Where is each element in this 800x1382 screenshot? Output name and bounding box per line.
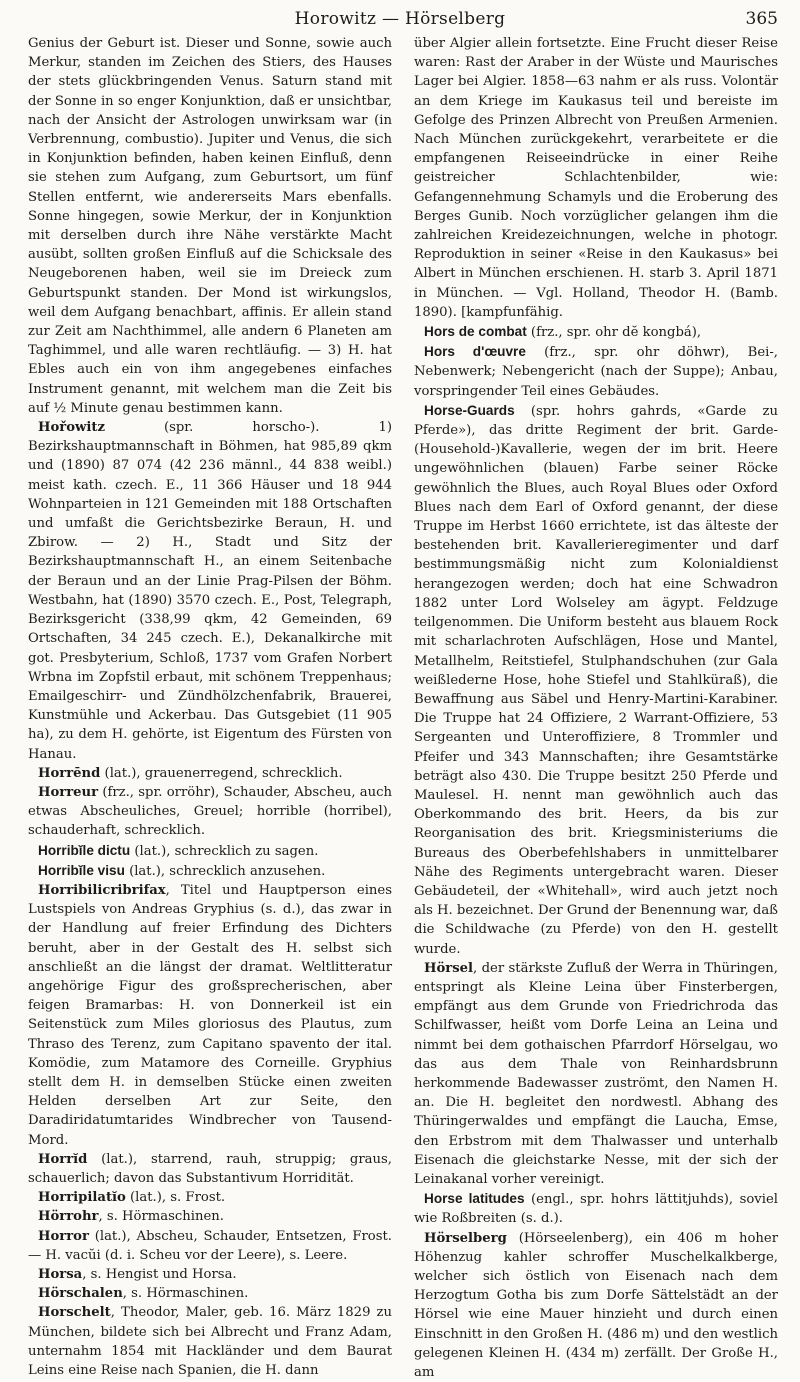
entry-text: über Algier allein fortsetzte. Eine Frucht dieser Reise waren: Rast der Araber in der Wüste und Maurisches Lager bei Algier. 1858—63 nahm er als russ. Volontär an dem Kriege im Kaukasus teil und bereiste im Gefolge des Prinzen Albrecht von Preußen Armenien. Nach München zurückgekehrt, verarbeitete er die empfangenen Reiseeindrücke in einer Reihe geistreicher Schlachtenbilder, wie: Gefangennehmung Schamyls und die Eroberung des Berges Gunib. Noch vorzüglicher gelangen ihm die zahlreichen Kreidezeichnungen, welche in photogr. Reproduktion in seiner «Reise in den Kaukasus» bei Albert in München erschienen. H. starb 3. April 1871 in München. — Vgl. Holland, Theodor H. (Bamb. 1890). [kampfunfähig. (414, 36, 778, 320)
entry-text: (lat.), starrend, rauh, struppig; graus, schauerlich; davon das Substantivum Horridität. (28, 1151, 392, 1186)
dictionary-entry (28, 881, 392, 1150)
entry-text: (lat.), s. Frost. (125, 1190, 226, 1206)
entry-text: (spr. hohrs gahrds, «Garde zu Pferde»), das dritte Regiment der brit. Garde- (Household-)Kavallerie, wegen der im brit. Heere ungewöhnlichen (blauen) Farbe seiner Röcke gewöhnlich the Blues, auch Royal Blues oder Oxford Blues nach dem Earl of Oxford genannt, der diese Truppe im Herbst 1660 errichtete, ist das älteste der bestehenden brit. Kavallerieregimenter und darf bestimmungsmäßig nicht zum Kolonialdienst herangezogen werden; doch hat eine Schwadron 1882 unter Lord Wolseley am ägypt. Feldzuge teilgenommen. Die Uniform besteht aus blauem Rock mit scharlachroten Aufschlägen, Hose und Mantel, Metallhelm, Reitstiefel, Stulphandschuhen (zur Gala weißlederne Hose, hohe Stiefel und Stahlküraß), die Bewaffnung aus Säbel und Henry-Martini-Karabiner. Die Truppe hat 24 Offiziere, 2 Warrant-Offiziere, 53 Sergeanten und Unteroffiziere, 8 Trommler und Pfeifer und 343 Mannschaften; ihre Gesamtstärke beträgt also 430. Die Truppe besitzt 250 Pferde und Maulesel. H. nennt man gewöhnlich auch das Oberkommando des brit. Heers, da bis zur Reorganisation des brit. Kriegsministeriums die Bureaus des Oberbefehlshabers in unmittelbarer Nähe des Regiments untergebracht waren. Dieser Gebäudeteil, der «Whitehall», wird auch jetzt noch als H. bezeichnet. Der Grund der Benennung war, daß die Schildwache (zu Pferde) von den H. gestellt wurde. (414, 403, 778, 957)
entry-text: (lat.), schrecklich zu sagen. (130, 843, 319, 859)
dictionary-entry (28, 841, 392, 861)
left-column (28, 34, 398, 1379)
dictionary-entry (414, 959, 778, 1189)
running-title: Horowitz — Hörselberg (294, 9, 506, 29)
entry-headword: Horschelt (38, 1305, 111, 1321)
entry-headword: Horsa (38, 1267, 83, 1282)
entry-headword: Horror (38, 1228, 89, 1244)
dictionary-entry (414, 322, 778, 342)
page-number: 365 (745, 9, 778, 29)
dictionary-entry (28, 1188, 392, 1207)
dictionary-entry (28, 1227, 392, 1265)
entry-headword: Hörschalen (38, 1286, 123, 1302)
dictionary-entry (28, 34, 392, 418)
entry-headword: Horribilicribrifax (38, 882, 166, 898)
page-header (0, 0, 800, 34)
dictionary-entry (28, 1303, 392, 1380)
entry-text: (frz., spr. orröhr), Schauder, Abscheu, auch etwas Abscheuliches, Greuel; horrible (horribel), schauderhaft, schrecklich. (28, 784, 392, 839)
dictionary-entry (414, 401, 778, 959)
entry-text: (spr. horscho-). 1) Bezirkshauptmannschaft in Böhmen, hat 985,89 qkm und (1890) 87 074 (42 236 männl., 44 838 weibl.) meist kath. czech. E., 11 366 Häuser und 18 944 Wohnparteien in 121 Gemeinden mit 188 Ortschaften und umfaßt die Gerichtsbezirke Beraun, H. und Zbirow. — 2) H., Stadt und Sitz der Bezirkshauptmannschaft H., an einem Seitenbache der Beraun und an der Linie Prag-Pilsen der Böhm. Westbahn, hat (1890) 3570 czech. E., Post, Telegraph, Bezirksgericht (338,99 qkm, 42 Gemeinden, 69 Ortschaften, 34 245 czech. E.), Dekanalkirche mit got. Presbyterium, Schloß, 1737 vom Grafen Norbert Wrbna im Zopfstil erbaut, mit schönem Treppenhaus; Emailgeschirr- und Zündhölzchenfabrik, Brauerei, Kunstmühle und Ackerbau. Das Gutsgebiet (11 905 ha), zu dem H. gehörte, ist Eigentum des Fürsten von Hanau. (28, 420, 392, 762)
dictionary-entry (28, 418, 392, 764)
entry-headword: Hörrohr (38, 1209, 99, 1225)
entry-text: (Hörseelenberg), ein 406 m hoher Höhenzug kahler schroffer Muschelkalkberge, welcher sich östlich von Eisenach nach dem Herzogtum Gotha bis zum Dorfe Sättelstädt an der Hörsel wie eine Mauer hinzieht und durch einen Einschnitt in den Großen H. (486 m) und den westlich gelegenen Kleinen H. (434 m) zerfällt. Der Große H., am (414, 1230, 778, 1381)
entry-text: (frz., spr. ohr döhwr), Bei-, Nebenwerk; Nebengericht (nach der Suppe); Anbau, vorspringender Teil eines Gebäudes. (414, 345, 778, 399)
entry-text: , s. Hörmaschinen. (122, 1286, 249, 1302)
entry-headword: Hořowitz (38, 420, 105, 436)
entry-headword: Horse-Guards (424, 402, 515, 418)
entry-text: (lat.), grauenerregend, schrecklich. (100, 765, 343, 781)
dictionary-entry (28, 1265, 392, 1284)
entry-text: , Titel und Hauptperson eines Lustspiels von Andreas Gryphius (s. d.), das zwar in der Handlung auf freier Erfindung des Dichters beruht, aber in der Gestalt des H. selbst sich anschließt an die längst der dramat. Weltlitteratur angehörige Figur des großsprecherischen, aber feigen Bramarbas: H. von Donnerkeil ist ein Seitenstück zum Miles gloriosus des Plautus, zum Thraso des Terenz, zum Capitano spavento der ital. Komödie, zum Matamore des Corneille. Gryphius stellt dem H. in demselben Stücke einen zweiten Helden derselben Art zur Seite, den Daradiridatumtarides Windbrecher von Tausend-Mord. (28, 882, 392, 1148)
dictionary-entry (28, 1284, 392, 1303)
text-columns (28, 34, 778, 1381)
entry-headword: Horripilatĭo (38, 1190, 126, 1206)
dictionary-entry (28, 861, 392, 881)
entry-headword: Horribĭle dictu (38, 842, 131, 858)
entry-text: (lat.), Abscheu, Schauder, Entsetzen, Frost. — H. vacŭi (d. i. Scheu vor der Leere), s. Leere. (28, 1228, 392, 1263)
entry-headword: Horribĭle visu (38, 862, 125, 878)
entry-text: , der stärkste Zufluß der Werra in Thüringen, entspringt als Kleine Leina über Finsterbergen, empfängt aus dem Grunde von Friedrichroda das Schilfwasser, heißt vom Dorfe Leina an Leina und nimmt bei dem gothaischen Pfarrdorf Hörselgau, wo das aus dem Thale von Reinhardsbrunn herkommende Badewasser zuströmt, den Namen H. an. Die H. begleitet den nordwestl. Abhang des Thüringerwaldes und empfängt die Laucha, Emse, den Erbstrom mit dem Thalwasser und unterhalb Eisenach die gleichstarke Nesse, mit der sich der Leinakanal vorher vereinigt. (414, 960, 778, 1187)
dictionary-entry (414, 34, 778, 322)
right-column (408, 34, 778, 1381)
entry-text: , s. Hörmaschinen. (98, 1209, 224, 1225)
entry-text: (engl., spr. hohrs lättitjuhds), soviel wie Roßbreiten (s. d.). (414, 1192, 778, 1227)
entry-headword: Horreur (38, 784, 99, 800)
entry-text: , Theodor, Maler, geb. 16. März 1829 zu München, bildete sich bei Albrecht und Franz Adam, unternahm 1854 mit Hackländer und dem Baurat Leins eine Reise nach Spanien, die H. dann (28, 1305, 392, 1379)
entry-text: (frz., spr. ohr dĕ kongbá), (526, 325, 702, 341)
dictionary-entry (28, 1150, 392, 1188)
dictionary-entry (414, 342, 778, 401)
dictionary-entry (28, 783, 392, 841)
entry-headword: Horrĭd (38, 1151, 88, 1167)
entry-headword: Horse latitudes (424, 1191, 525, 1207)
entry-headword: Hors d'œuvre (424, 344, 526, 360)
entry-text: (lat.), schrecklich anzusehen. (124, 863, 326, 879)
entry-text: Genius der Geburt ist. Dieser und Sonne, sowie auch Merkur, standen im Zeichen des Stiers, des Hauses der stets glückbringenden Venus. Saturn stand mit der Sonne in so enger Konjunktion, daß er unsichtbar, nach der Ansicht der Astrologen unwirksam war (in Verbrennung, combustio). Jupiter und Venus, die sich in Konjunktion befinden, haben keinen Einfluß, denn sie stehen zum Aufgang, zum Geburtsort, um fünf Stellen entfernt, wie andererseits Mars ebenfalls. Sonne hingegen, sowie Merkur, der in Konjunktion mit derselben durch ihre Nähe verstärkte Macht ausübt, sollten großen Einfluß auf die Schicksale des Neugeborenen haben, weil sie im Dreieck zum Geburtspunkt standen. Der Mond ist wirkungslos, weil dem Aufgang benachbart, affinis. Er allein stand zur Zeit am Nachthimmel, alle andern 6 Planeten am Taghimmel, und alle waren rechtläufig. — 3) H. hat Ebles auch ein von ihm angegebenes einfaches Instrument genannt, mit welchem man die Zeit bis auf ½ Minute genau bestimmen kann. (28, 36, 392, 416)
entry-headword: Hörsel (424, 960, 474, 976)
entry-text: , s. Hengist und Horsa. (82, 1267, 237, 1282)
dictionary-entry (28, 764, 392, 783)
dictionary-entry (414, 1229, 778, 1382)
entry-headword: Hörselberg (424, 1230, 507, 1246)
dictionary-entry (414, 1189, 778, 1228)
entry-headword: Horrēnd (38, 765, 101, 781)
dictionary-entry (28, 1207, 392, 1226)
entry-headword: Hors de combat (424, 324, 527, 340)
